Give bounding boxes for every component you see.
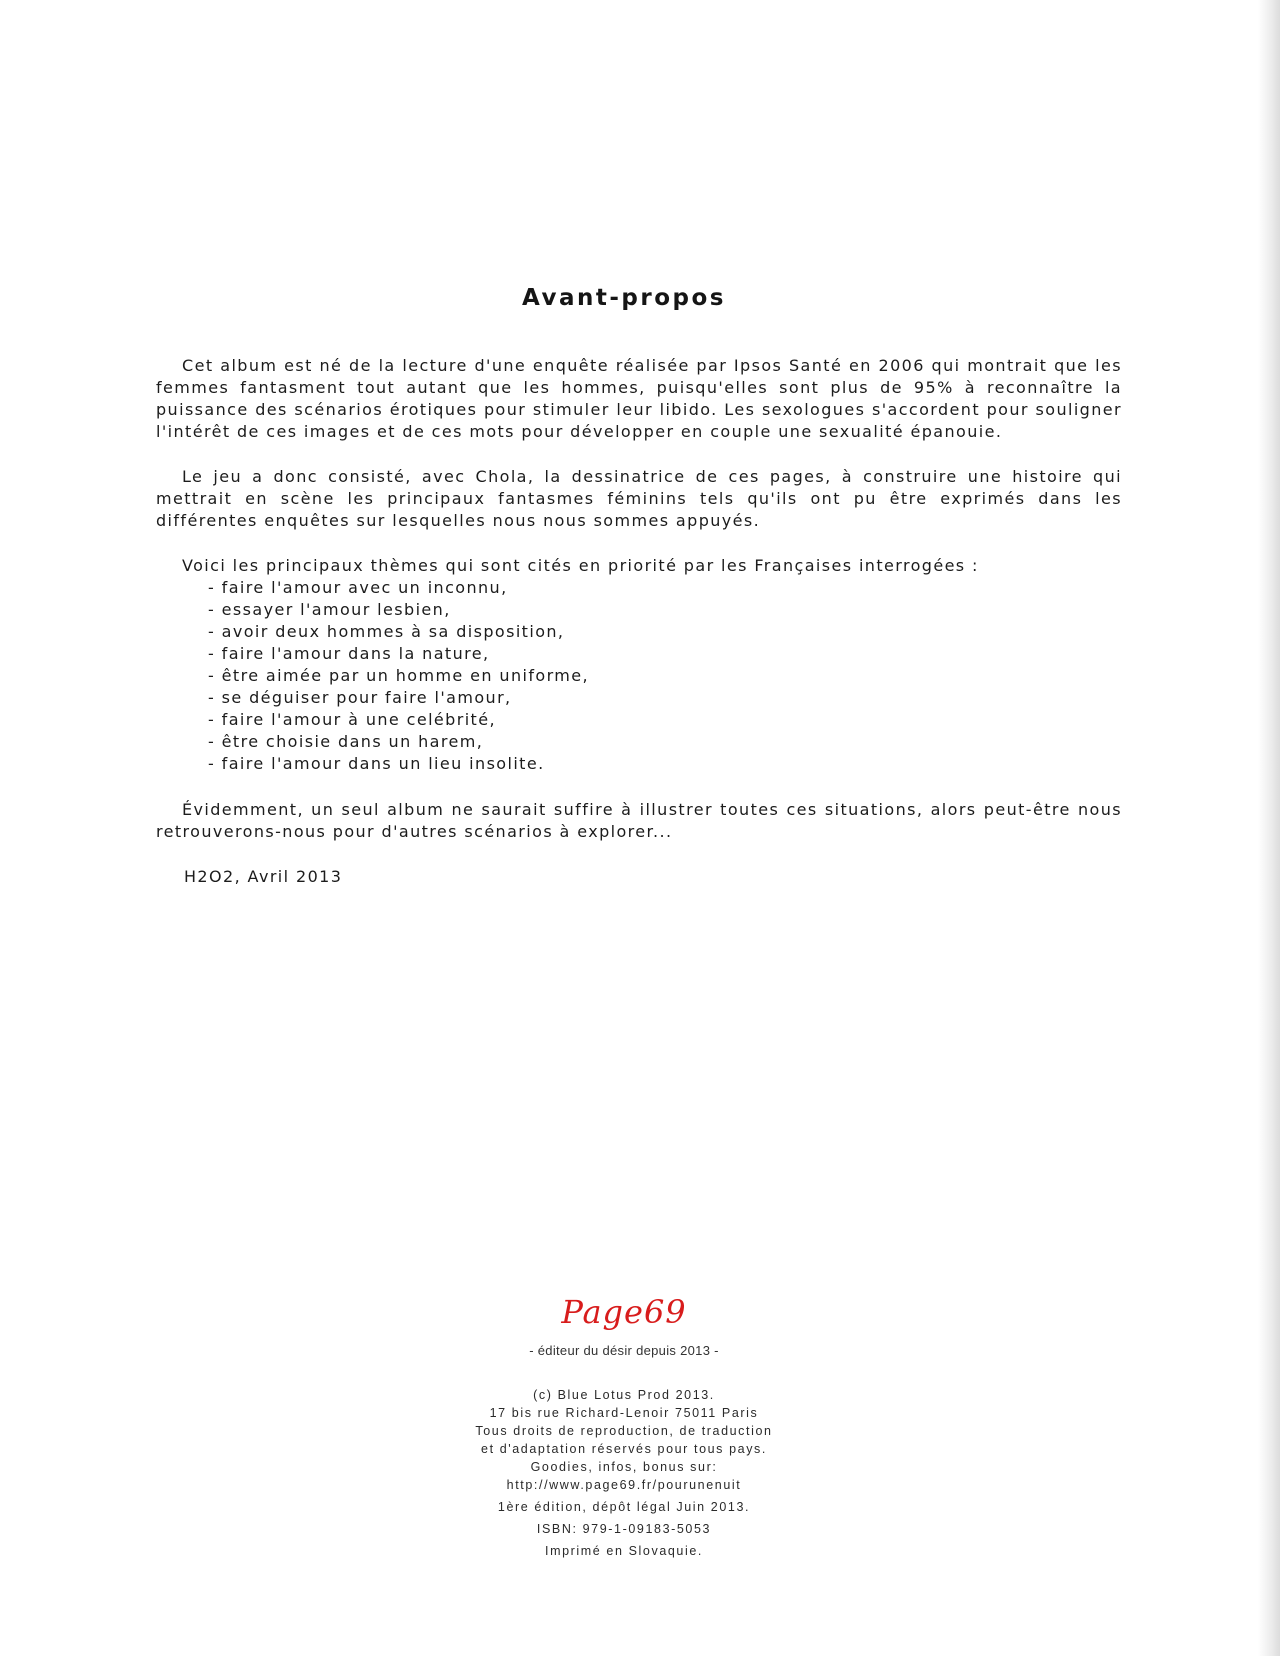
signature: H2O2, Avril 2013 xyxy=(184,867,343,886)
publisher-tagline: - éditeur du désir depuis 2013 - xyxy=(529,1343,719,1358)
list-item: - avoir deux hommes à sa disposition, xyxy=(208,622,565,641)
paragraph-game xyxy=(156,466,1122,532)
list-item: - être choisie dans un harem, xyxy=(208,732,484,751)
themes-section xyxy=(156,555,1122,775)
publisher-logo: Page69 xyxy=(561,1293,687,1331)
list-item: - faire l'amour dans un lieu insolite. xyxy=(208,754,545,773)
list-item: - faire l'amour à une celébrité, xyxy=(208,710,496,729)
rights-line: Tous droits de reproduction, de traduction xyxy=(475,1424,773,1438)
themes-intro: Voici les principaux thèmes qui sont cités en priorité par les Françaises interrogées : xyxy=(182,556,979,575)
list-item: - faire l'amour avec un inconnu, xyxy=(208,578,508,597)
colophon xyxy=(0,1386,1248,1560)
copyright-line: (c) Blue Lotus Prod 2013. xyxy=(533,1388,715,1402)
paragraph-text: Évidemment, un seul album ne saurait suffire à illustrer toutes ces situations, alors peut-être nous retrouverons-nous pour d'autres scénarios à explorer... xyxy=(156,800,1122,841)
list-item: - essayer l'amour lesbien, xyxy=(208,600,451,619)
list-item: - faire l'amour dans la nature, xyxy=(208,644,490,663)
printed-line: Imprimé en Slovaquie. xyxy=(545,1544,703,1558)
list-item: - être aimée par un homme en uniforme, xyxy=(208,666,589,685)
edition-line: 1ère édition, dépôt légal Juin 2013. xyxy=(497,1500,751,1514)
isbn-line: ISBN: 979-1-09183-5053 xyxy=(536,1522,712,1536)
goodies-line: Goodies, infos, bonus sur: xyxy=(530,1460,718,1474)
address-line: 17 bis rue Richard-Lenoir 75011 Paris xyxy=(489,1406,759,1420)
themes-list xyxy=(156,577,1122,775)
list-item: - se déguiser pour faire l'amour, xyxy=(208,688,512,707)
paragraph-survey xyxy=(156,355,1122,443)
paragraph-closing xyxy=(156,799,1122,843)
page-edge-shadow xyxy=(1258,0,1280,1656)
rights-line: et d'adaptation réservés pour tous pays. xyxy=(481,1442,767,1456)
page-title: Avant-propos xyxy=(522,285,726,312)
website-link[interactable]: http://www.page69.fr/pourunenuit xyxy=(506,1478,742,1492)
paragraph-text: Cet album est né de la lecture d'une enquête réalisée par Ipsos Santé en 2006 qui montrait que les femmes fantasment tout autant que les hommes, puisqu'elles sont plus de 95% à reconnaître la puissance des scénarios érotiques pour stimuler leur libido. Les sexologues s'accordent pour souligner l'intérêt de ces images et de ces mots pour développer en couple une sexualité épanouie. xyxy=(156,356,1122,441)
paragraph-text: Le jeu a donc consisté, avec Chola, la dessinatrice de ces pages, à construire une histoire qui mettrait en scène les principaux fantasmes féminins tels qu'ils ont pu être exprimés dans les différentes enquêtes sur lesquelles nous nous sommes appuyés. xyxy=(156,467,1122,530)
